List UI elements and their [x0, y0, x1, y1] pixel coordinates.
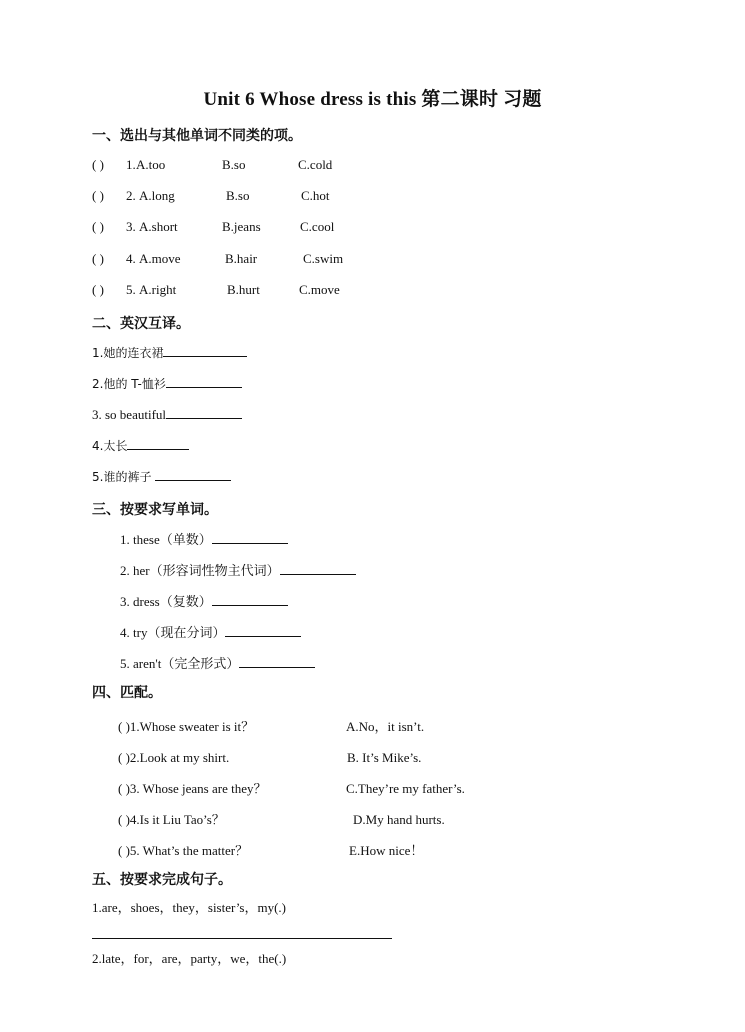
section4-heading: 四、匹配。 [92, 685, 162, 701]
match-answer: A.No，it isn’t. [346, 719, 425, 734]
answer-paren: ( ) [92, 188, 104, 203]
word-form-prompt: 2. her（形容词性物主代词） [120, 563, 280, 578]
section1-heading: 一、选出与其他单词不同类的项。 [92, 128, 302, 144]
answer-line[interactable] [92, 938, 392, 939]
item-number: 2. [126, 188, 136, 203]
word-form-item [120, 531, 288, 548]
match-question: ( )4.Is it Liu Tao’s？ [118, 812, 225, 827]
option-a: A.long [139, 188, 175, 203]
option-c: C.swim [303, 251, 344, 266]
translation-prompt: 4.太长 [92, 439, 128, 453]
item-number: 5. [126, 282, 136, 297]
translation-prompt: 1.她的连衣裙 [92, 346, 164, 360]
match-question: ( )5. What’s the matter？ [118, 843, 249, 858]
translation-item [92, 375, 242, 392]
translation-prompt: 3. so beautiful [92, 407, 167, 422]
match-answer: B. It’s Mike’s. [347, 750, 422, 765]
word-form-prompt: 5. aren't（完全形式） [120, 656, 240, 671]
option-a: A.short [139, 219, 178, 234]
option-c: C.hot [301, 188, 330, 203]
answer-paren: ( ) [92, 251, 104, 266]
page-title: Unit 6 Whose dress is this 第二课时 习题 [203, 89, 542, 110]
answer-blank[interactable] [166, 375, 242, 388]
answer-blank[interactable] [155, 468, 231, 481]
option-c: C.move [299, 282, 340, 297]
section5-heading: 五、按要求完成句子。 [92, 872, 232, 888]
translation-prompt: 2.他的 T-恤衫 [92, 377, 166, 391]
item-number: 1. [126, 157, 136, 172]
word-form-prompt: 4. try（现在分词） [120, 625, 226, 640]
answer-blank[interactable] [212, 593, 288, 606]
translation-prompt: 5.谁的裤子 [92, 470, 156, 484]
option-b: B.hair [225, 251, 258, 266]
match-question: ( )2.Look at my shirt. [118, 750, 230, 765]
translation-item [92, 468, 231, 485]
match-answer: C.They’re my father’s. [346, 781, 465, 796]
item-number: 4. [126, 251, 136, 266]
option-c: C.cold [298, 157, 333, 172]
word-form-item [120, 655, 315, 672]
word-form-item [120, 593, 288, 610]
item-number: 3. [126, 219, 136, 234]
match-question: ( )1.Whose sweater is it？ [118, 719, 255, 734]
answer-blank[interactable] [163, 344, 247, 357]
section2-heading: 二、英汉互译。 [92, 316, 190, 332]
answer-blank[interactable] [225, 624, 301, 637]
option-b: B.hurt [227, 282, 260, 297]
option-b: B.jeans [222, 219, 261, 234]
answer-blank[interactable] [239, 655, 315, 668]
option-b: B.so [222, 157, 246, 172]
translation-item [92, 406, 242, 423]
word-form-prompt: 3. dress（复数） [120, 594, 212, 609]
answer-blank[interactable] [127, 437, 189, 450]
match-answer: D.My hand hurts. [353, 812, 445, 827]
answer-blank[interactable] [212, 531, 288, 544]
sentence-words: 2.late，for，are，party，we，the(.) [92, 951, 287, 966]
option-a: A.right [139, 282, 177, 297]
answer-blank[interactable] [166, 406, 242, 419]
word-form-item [120, 624, 301, 641]
translation-item [92, 437, 189, 454]
word-form-item [120, 562, 356, 579]
answer-blank[interactable] [280, 562, 356, 575]
match-question: ( )3. Whose jeans are they？ [118, 781, 267, 796]
match-answer: E.How nice！ [349, 843, 424, 858]
option-c: C.cool [300, 219, 335, 234]
answer-paren: ( ) [92, 219, 104, 234]
option-b: B.so [226, 188, 250, 203]
sentence-words: 1.are，shoes，they，sister’s，my(.) [92, 900, 287, 915]
section3-heading: 三、按要求写单词。 [92, 502, 218, 518]
answer-paren: ( ) [92, 282, 104, 297]
option-a: A.too [136, 157, 166, 172]
answer-paren: ( ) [92, 157, 104, 172]
option-a: A.move [139, 251, 181, 266]
word-form-prompt: 1. these（单数） [120, 532, 212, 547]
translation-item [92, 344, 247, 361]
